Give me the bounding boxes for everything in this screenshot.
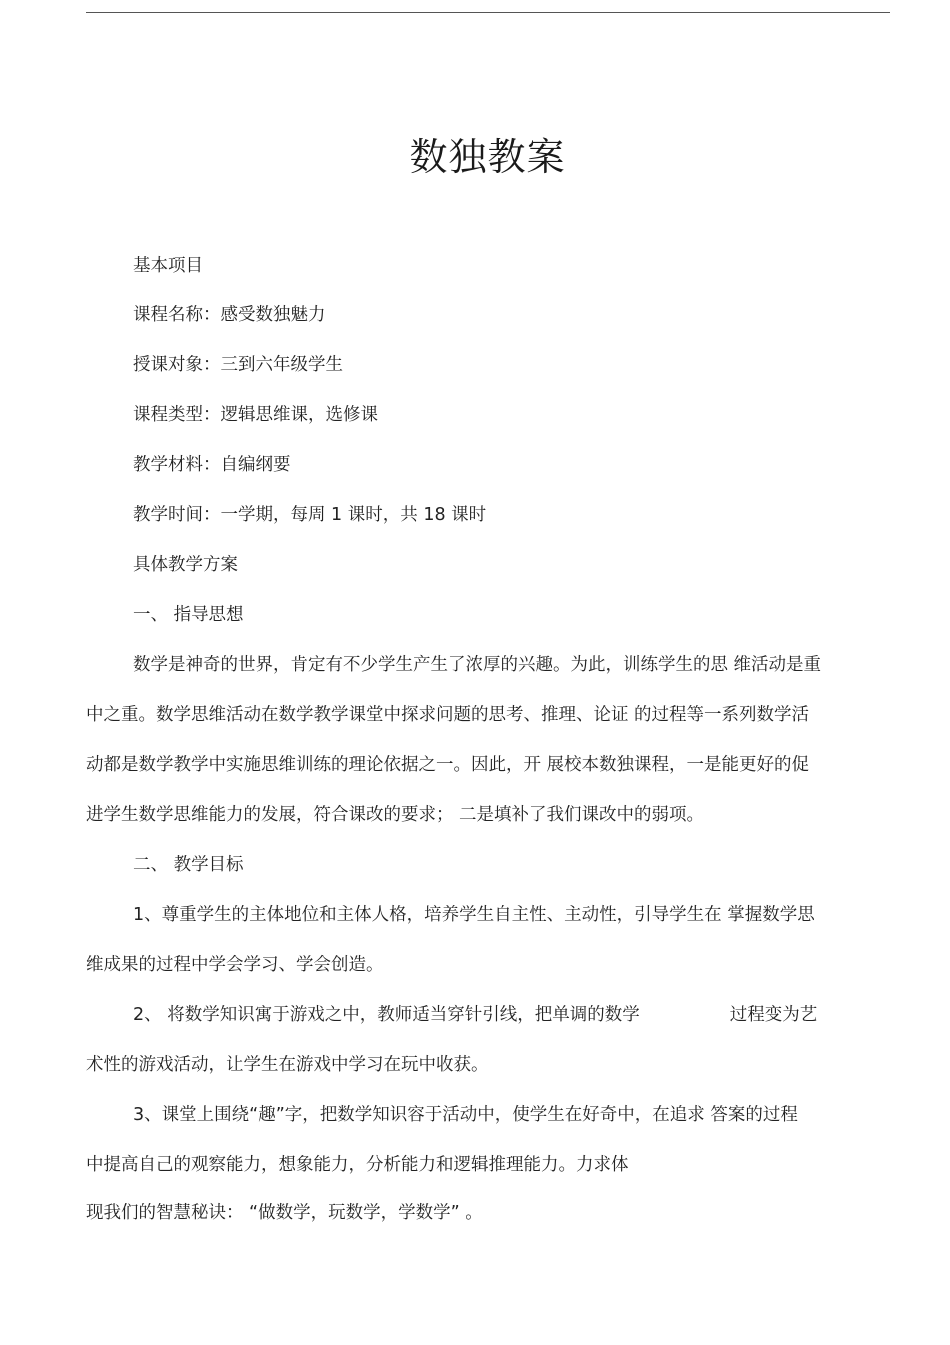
goal3-line: 现我们的智慧秘诀： “做数学，玩数学，学数学” 。 <box>86 1203 483 1223</box>
section1-paragraph-line: 进学生数学思维能力的发展，符合课改的要求； 二是填补了我们课改中的弱项。 <box>86 805 705 825</box>
goal2-text-part: 2、 将数学知识寓于游戏之中，教师适当穿针引线，把单调的数学 <box>133 1005 640 1025</box>
materials-line: 教学材料：自编纲要 <box>133 455 291 475</box>
goal3-line: 3、课堂上围绕“趣”字，把数学知识容于活动中，使学生在好奇中，在追求 答案的过程 <box>133 1105 798 1125</box>
course-name-line: 课程名称：感受数独魅力 <box>133 305 326 325</box>
section1-paragraph-line: 动都是数学教学中实施思维训练的理论依据之一。因此，开 展校本数独课程，一是能更好的促 <box>86 755 810 775</box>
goal2-text-part: 过程变为艺 <box>729 1005 818 1025</box>
goal1-line: 1、尊重学生的主体地位和主体人格，培养学生自主性、主动性，引导学生在 掌握数学思 <box>133 905 815 925</box>
goal2-line: 术性的游戏活动，让学生在游戏中学习在玩中收获。 <box>86 1055 489 1075</box>
course-type-line: 课程类型：逻辑思维课，选修课 <box>133 405 378 425</box>
document-title: 数独教案 <box>409 135 566 179</box>
section1-paragraph-line: 中之重。数学思维活动在数学教学课堂中探求问题的思考、推理、论证 的过程等一系列数学活 <box>86 705 810 725</box>
header-rule <box>86 12 890 13</box>
schedule-line: 教学时间：一学期，每周 1 课时，共 18 课时 <box>133 505 487 525</box>
section1-paragraph-line: 数学是神奇的世界，肯定有不少学生产生了浓厚的兴趣。为此，训练学生的思 维活动是重 <box>133 655 822 675</box>
section1-heading: 一、 指导思想 <box>133 605 244 625</box>
goal2-line <box>133 1003 817 1027</box>
goal1-line: 维成果的过程中学会学习、学会创造。 <box>86 955 384 975</box>
section2-heading: 二、 教学目标 <box>133 855 244 875</box>
audience-line: 授课对象：三到六年级学生 <box>133 355 343 375</box>
goal3-line: 中提高自己的观察能力，想象能力，分析能力和逻辑推理能力。力求体 <box>86 1155 629 1175</box>
basic-items-heading: 基本项目 <box>133 256 203 276</box>
plan-heading: 具体教学方案 <box>133 555 238 575</box>
